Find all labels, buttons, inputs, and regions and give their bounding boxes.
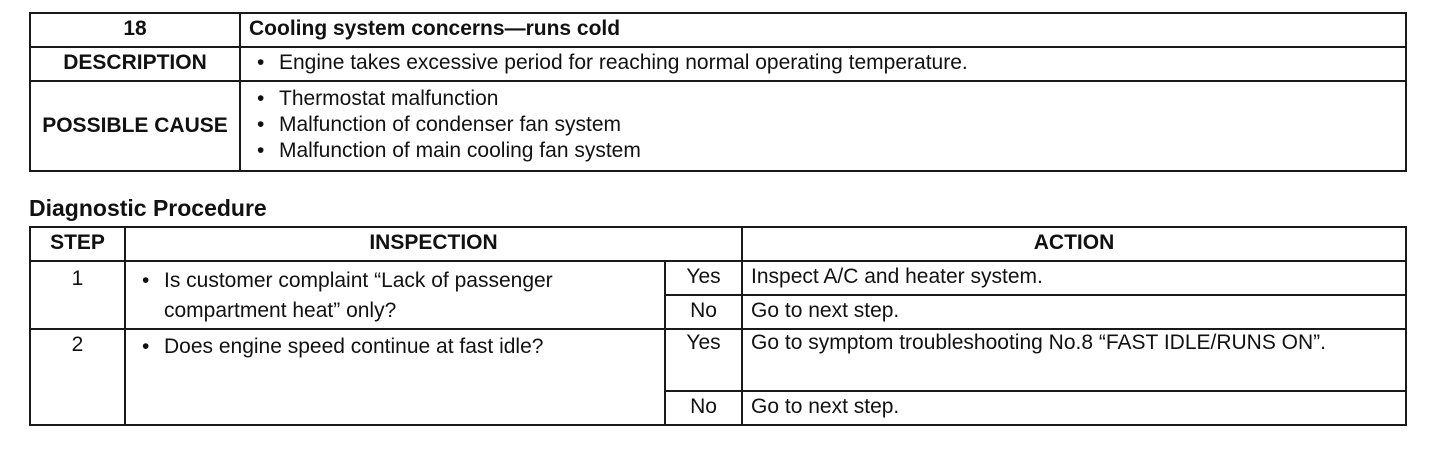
action-text: Inspect A/C and heater system.	[742, 261, 1406, 295]
symptom-table	[29, 12, 1407, 172]
diagnostic-header-row	[30, 227, 1406, 261]
possible-cause-row	[30, 81, 1406, 171]
section-title: Diagnostic Procedure	[29, 195, 267, 221]
possible-cause-item: • Malfunction of main cooling fan system	[249, 138, 1397, 164]
action-text: Go to next step.	[742, 295, 1406, 329]
inspection-list	[134, 334, 656, 360]
description-row	[30, 47, 1406, 81]
action-text: Go to next step.	[742, 391, 1406, 425]
description-list	[249, 48, 1397, 78]
step-row	[30, 329, 1406, 391]
possible-cause-item: • Thermostat malfunction	[249, 86, 1397, 112]
inspection-cell	[125, 261, 665, 329]
column-header-action: ACTION	[742, 227, 1406, 261]
inspection-question: • Does engine speed continue at fast idle?	[134, 334, 656, 360]
step-row	[30, 261, 1406, 295]
possible-cause-label: POSSIBLE CAUSE	[30, 81, 240, 171]
column-header-step: STEP	[30, 227, 125, 261]
possible-cause-cell	[240, 81, 1406, 171]
answer-yes: Yes	[665, 329, 742, 391]
step-number: 1	[30, 261, 125, 329]
description-item: • Engine takes excessive period for reaching normal operating temperature.	[249, 48, 1397, 78]
answer-no: No	[665, 295, 742, 329]
answer-no: No	[665, 391, 742, 425]
possible-cause-item: • Malfunction of condenser fan system	[249, 112, 1397, 138]
inspection-list	[134, 266, 656, 326]
symptom-title: Cooling system concerns—runs cold	[240, 13, 1406, 47]
inspection-question: • Is customer complaint “Lack of passenger compartment heat” only?	[134, 266, 656, 326]
diagnostic-table	[29, 226, 1407, 426]
description-cell	[240, 47, 1406, 81]
description-label: DESCRIPTION	[30, 47, 240, 81]
answer-yes: Yes	[665, 261, 742, 295]
column-header-inspection: INSPECTION	[125, 227, 742, 261]
inspection-cell	[125, 329, 665, 425]
symptom-header-row	[30, 13, 1406, 47]
symptom-number: 18	[30, 13, 240, 47]
step-number: 2	[30, 329, 125, 425]
action-text: Go to symptom troubleshooting No.8 “FAST IDLE/RUNS ON”.	[742, 329, 1406, 391]
possible-cause-list	[249, 86, 1397, 164]
